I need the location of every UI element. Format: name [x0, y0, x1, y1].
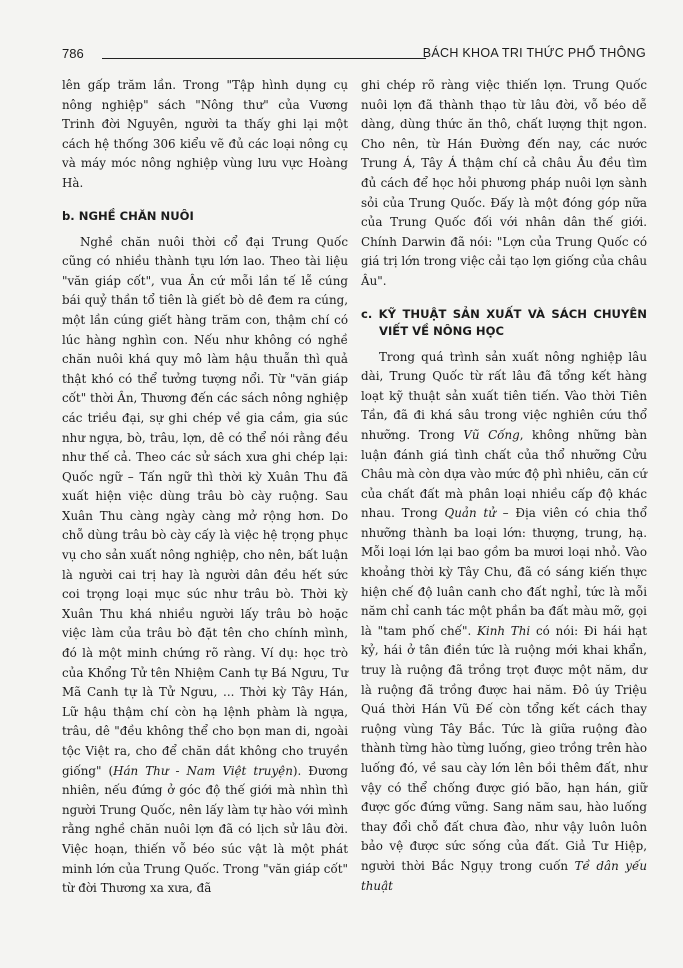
book-title-quan-tu: Quản tử: [444, 506, 496, 521]
paragraph-text: có nói: Đi hái hạt kỷ, hái ở tân điền tức là ruộng mới khai khẩn, truy là ruộng đã trồng trọt được một năm, dư là ruộng đã trồng được hai năm. Đô úy Triệu Quá thời Hán Vũ Đế còn tổng kết cách thay ruộng vùng Tây Bắc. Tức là giữa ruộng đào thành từng hào từng luống, gieo trồng trên hào luống đó, về sau cày lớn lên bồi thêm đất, như vậy có thể chống được gió bão, hạn hán, giữ được gốc đứng vững. Sang năm sau, hào luống thay đổi chỗ đất chưa đào, như vậy luôn luôn bảo vệ được sức sống của đất. Giả Tư Hiệp, người thời Bắc Ngụy trong cuốn: [361, 623, 647, 873]
paragraph-continued: ghi chép rõ ràng việc thiến lợn. Trung Quốc nuôi lợn đã thành thạo từ lâu đời, vỗ béo dễ dàng, dùng thức ăn thô, chất lượng thịt ngon. Cho nên, từ Hán Đường đến nay, các nước Trung Á, Tây Á thậm chí cả châu Âu đều tìm đủ cách để học hỏi phương pháp nuôi lợn sành sỏi của Trung Quốc. Đấy là một đóng góp nữa của Trung Quốc đối với nhân dân thế giới. Chính Darwin đã nói: "Lợn của Trung Quốc có giá trị lớn trong việc cải tạo lợn giống của châu Âu".: [361, 78, 647, 288]
book-title-te-dan-yeu-thuat: Tề dân yếu thuật: [361, 858, 647, 893]
heading-text: c. KỸ THUẬT SẢN XUẤT VÀ SÁCH CHUYÊN VIẾT VỀ NÔNG HỌC: [361, 306, 647, 338]
section-heading-b: b. NGHỀ CHĂN NUÔI: [62, 208, 194, 223]
page-number: 786: [62, 46, 84, 61]
paragraph-text: – Địa viên có chia thổ nhưỡng thành ba loại lớn: thượng, trung, hạ. Mỗi loại lớn lại bao gồm ba mươi loại nhỏ. Vào khoảng thời kỳ Tây Chu, đã có sáng kiến thực hiện chế độ luân canh cho đất nghỉ, tức là mỗi năm chỉ canh tác một phần ba đất màu mỡ, gọi là "tam phố chế".: [361, 506, 647, 638]
section-heading-c: [361, 306, 647, 340]
book-title-vu-cong: Vũ Cống: [463, 427, 520, 442]
book-title: BÁCH KHOA TRI THỨC PHỔ THÔNG: [422, 46, 646, 60]
header-rule: [102, 58, 426, 59]
paragraph-techniques: [361, 348, 647, 897]
paragraph-livestock: [62, 233, 348, 899]
citation-title: Hán Thư - Nam Việt truyện: [113, 763, 293, 778]
paragraph-text: Trong quá trình sản xuất nông nghiệp lâu dài, Trung Quốc từ rất lâu đã tổng kết hàng loạt kỹ thuật sản xuất tiên tiến. Vào thời Tiên Tần, đã đi khá sâu trong việc nghiên cứu thổ nhưỡng. Trong: [361, 349, 647, 442]
right-column: [361, 76, 647, 896]
book-title-kinh-thi: Kinh Thi: [477, 623, 531, 638]
paragraph-text: Nghề chăn nuôi thời cổ đại Trung Quốc cũng có nhiều thành tựu lớn lao. Theo tài liệu "văn giáp cốt", vua Ân cứ mỗi lần tế lễ cúng bái quỷ thần tổ tiên là giết bò dê đem ra cúng, một lần cúng giết hàng trăm con, thậm chí có lúc hàng nghìn con. Nếu như không có nghề chăn nuôi khá quy mô làm hậu thuẫn thì quả thật khó có thể tưởng tượng nổi. Từ "văn giáp cốt" thời Ân, Thương đến các sách nông nghiệp các triều đại, sự ghi chép về gia cầm, gia súc như ngựa, bò, trâu, lợn, dê có thể nói rằng đều như thế cả. Theo các sử sách xưa ghi chép lại: Quốc ngữ – Tấn ngữ thì thời kỳ Xuân Thu đã xuất hiện việc dùng trâu bò cày ruộng. Sau Xuân Thu càng ngày càng mở rộng hơn. Do chỗ dùng trâu bò cày cấy là việc hệ trọng phục vụ cho sản xuất nông nghiệp, cho nên, bất luận là người cai trị hay là người dân đều hết sức coi trọng loại mục súc như trâu bò. Thời kỳ Xuân Thu khá nhiều người lấy trâu bò hoặc việc làm của trâu bò đặt tên cho chính mình, đó là một minh chứng rõ ràng. Ví dụ: học trò của Khổng Tử tên Nhiệm Canh tự Bá Ngưu, Tư Mã Canh tự là Tử Ngưu, ... Thời kỳ Tây Hán, Lữ hậu thậm chí còn hạ lệnh phàm là ngựa, trâu, dê "đều không thể cho bọn man di, ngoài tộc Việt ra, cho để chăn dắt không cho truyền giống" (: [62, 234, 348, 778]
paragraph-text-tail: ). Đương nhiên, nếu đứng ở góc độ thế giới mà nhìn thì người Trung Quốc, nên lấy làm tự hào với mình rằng nghề chăn nuôi lợn đã có lịch sử lâu đời. Việc hoạn, thiến vỗ béo súc vật là một phát minh lớn của Trung Quốc. Trong "văn giáp cốt" từ đời Thương xa xưa, đã: [62, 763, 348, 896]
left-column: [62, 76, 348, 899]
paragraph-text: , không những bàn luận đánh giá tình chất của thổ nhưỡng Cửu Châu mà còn dựa vào mức độ phì nhiêu, căn cứ của chất đất mà phân loại nhiều cấp độ khác nhau. Trong: [361, 427, 647, 521]
paragraph-continued: lên gấp trăm lần. Trong "Tập hình dụng cụ nông nghiệp" sách "Nông thư" của Vương Trinh đời Nguyên, người ta thấy ghi lại một cách hệ thống 306 kiểu vẽ đủ các loại nông cụ và máy móc nông nghiệp vùng lưu vực Hoàng Hà.: [62, 78, 348, 190]
page-header: [62, 42, 646, 64]
